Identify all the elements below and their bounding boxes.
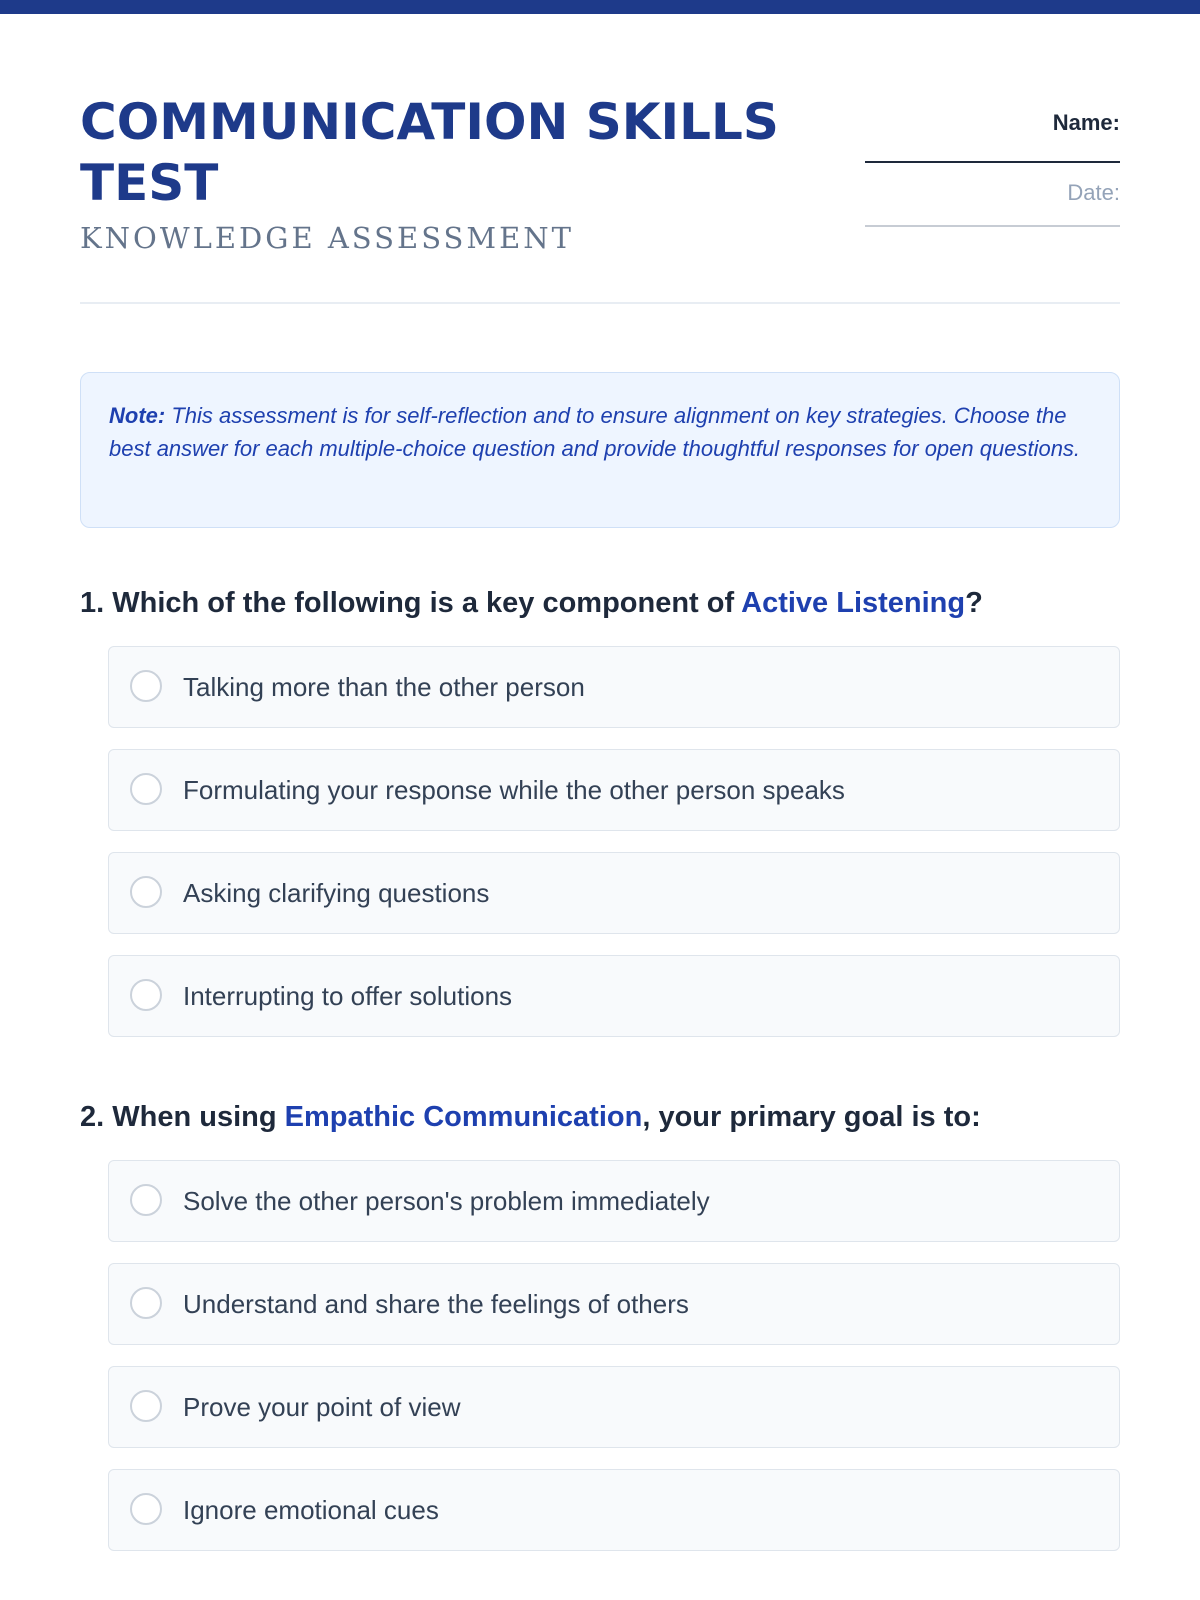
answer-option[interactable]	[108, 749, 1120, 831]
radio-button[interactable]	[130, 1390, 162, 1422]
answer-label: Understand and share the feelings of others	[183, 1289, 689, 1319]
answer-option[interactable]	[108, 1469, 1120, 1551]
name-line[interactable]	[865, 161, 1120, 163]
answer-option[interactable]	[108, 1263, 1120, 1345]
answer-label: Solve the other person's problem immediately	[183, 1186, 710, 1216]
answer-label: Ignore emotional cues	[183, 1495, 439, 1525]
answer-option[interactable]	[108, 955, 1120, 1037]
date-line[interactable]	[865, 225, 1120, 227]
answer-label: Formulating your response while the other person speaks	[183, 775, 845, 805]
answer-label: Prove your point of view	[183, 1392, 461, 1422]
question-suffix: , your primary goal is to:	[642, 1101, 981, 1133]
question-prefix: 2. When using	[80, 1101, 285, 1133]
radio-button[interactable]	[130, 1493, 162, 1525]
note-box	[80, 372, 1120, 528]
question-2	[80, 1098, 1120, 1551]
page-title: COMMUNICATION SKILLS TEST	[80, 93, 779, 212]
answer-label: Talking more than the other person	[183, 672, 585, 702]
answer-option[interactable]	[108, 852, 1120, 934]
question-prefix: 1. Which of the following is a key component of	[80, 587, 742, 619]
answer-label: Asking clarifying questions	[183, 878, 490, 908]
note-label: Note:	[109, 403, 166, 428]
note-text: This assessment is for self-reflection and to ensure alignment on key strategies. Choose the best answer for each multiple-choice question and provide thoughtful responses for open questions.	[109, 403, 1081, 461]
question-text	[80, 584, 1120, 622]
question-suffix: ?	[965, 587, 983, 619]
meta-fields	[865, 105, 1120, 227]
radio-button[interactable]	[130, 979, 162, 1011]
question-highlight: Active Listening	[741, 587, 966, 619]
radio-button[interactable]	[130, 1287, 162, 1319]
question-text	[80, 1098, 1120, 1136]
question-1	[80, 584, 1120, 1037]
radio-button[interactable]	[130, 876, 162, 908]
name-label: Name:	[1052, 110, 1120, 135]
radio-button[interactable]	[130, 1184, 162, 1216]
answer-label: Interrupting to offer solutions	[183, 981, 513, 1011]
radio-button[interactable]	[130, 773, 162, 805]
answer-option[interactable]	[108, 1366, 1120, 1448]
page-subtitle: KNOWLEDGE ASSESSMENT	[80, 221, 574, 255]
radio-button[interactable]	[130, 670, 162, 702]
date-label: Date:	[1067, 180, 1120, 205]
answer-option[interactable]	[108, 646, 1120, 728]
assessment-page	[80, 0, 1120, 1525]
question-highlight: Empathic Communication	[284, 1101, 643, 1133]
answer-option[interactable]	[108, 1160, 1120, 1242]
header	[80, 0, 1120, 304]
